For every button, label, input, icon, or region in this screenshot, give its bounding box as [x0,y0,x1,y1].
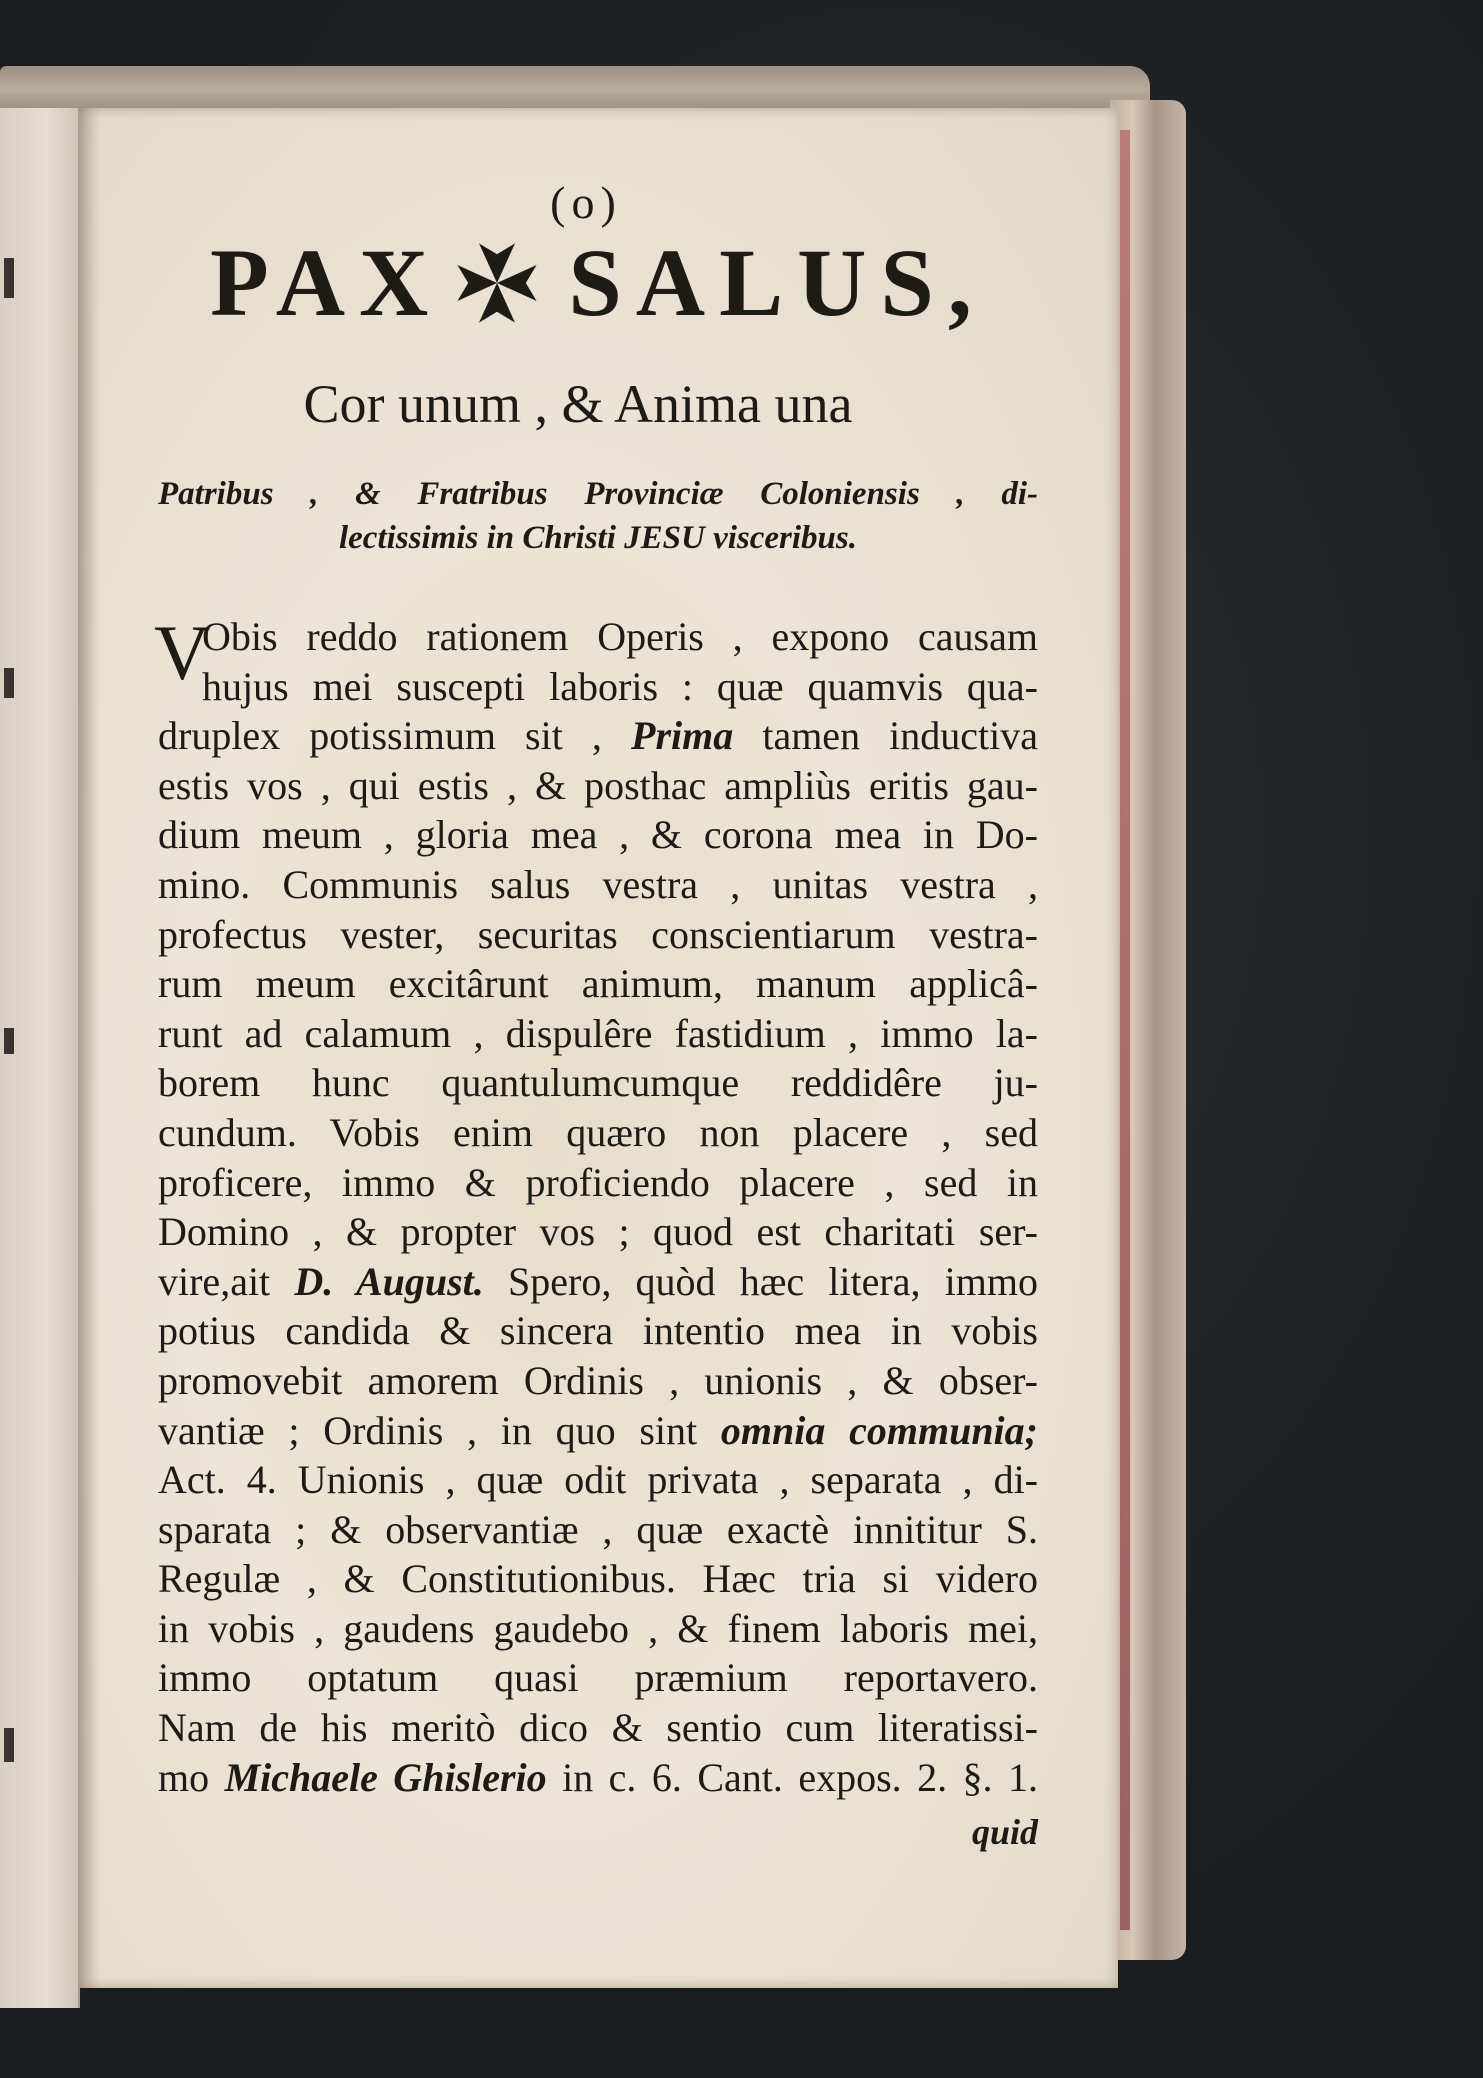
text-line: rum meum excitârunt animum, manum applicâ- [158,961,1038,1007]
italic-segment: omnia communia; [720,1407,1038,1453]
text-line: sparata ; & observantiæ , quæ exactè innititur S. [158,1506,1038,1552]
text-line: borem hunc quantulumcumque reddidêre ju- [158,1060,1038,1106]
italic-segment: Prima [631,713,734,759]
body-text [154,609,1039,1802]
text-segment: vantiæ ; Ordinis , in quo sint [158,1407,721,1453]
text-line: hujus mei suscepti laboris : quæ quamvis qua- [202,663,1038,709]
text-line: Act. 4. Unionis , quæ odit privata , separata , di- [158,1457,1038,1503]
text-line [158,711,1038,761]
text-line [158,1257,1038,1307]
text-segment: Spero, quòd hæc litera, immo [483,1258,1039,1304]
text-line: runt ad calamum , dispulêre fastidium , immo la- [158,1010,1038,1056]
text-line: mino. Communis salus vestra , unitas vestra , [158,861,1038,907]
book-page [78,108,1118,1988]
page-title [158,228,1038,338]
text-line: cundum. Vobis enim quæro non placere , sed [158,1109,1038,1155]
page-content [154,177,1039,1854]
text-line: Domino , & propter vos ; quod est charitati ser- [158,1209,1038,1255]
left-page-text-fragment [4,1028,14,1054]
page-number: (o) [550,177,622,228]
subtitle: Cor unum , & Anima una [303,374,853,434]
text-segment: in c. 6. Cant. expos. 2. §. 1. [546,1754,1038,1800]
text-line: proficere, immo & proficiendo placere , sed in [158,1159,1038,1205]
maltese-cross-icon [452,238,542,328]
text-line: dium meum , gloria mea , & corona mea in Do- [158,812,1038,858]
left-page-text-fragment [4,258,14,298]
left-page-text-fragment [4,668,14,698]
dedication [158,472,1038,560]
page-gutter-shadow [78,108,100,1988]
dedication-line: lectissimis in Christi JESU visceribus. [338,520,857,556]
left-page-margin [0,108,80,2008]
text-line: Nam de his meritò dico & sentio cum literatissi- [158,1705,1038,1751]
text-segment: tamen inductiva [733,713,1038,759]
text-segment: mo [158,1754,225,1800]
title-pax: PAX [210,229,443,336]
catchword: quid [971,1812,1038,1853]
text-segment: Obis reddo rationem Operis , expono causam [202,614,1038,659]
text-line: profectus vester, securitas conscientiarum vestra- [158,911,1038,957]
text-line [158,1406,1038,1456]
text-line: immo optatum quasi præmium reportavero. [158,1655,1038,1701]
text-line: estis vos , qui estis , & posthac ampliùs eritis gau- [158,762,1038,808]
text-line: Regulæ , & Constitutionibus. Hæc tria si videro [158,1556,1038,1602]
text-line: potius candida & sincera intentio mea in vobis [158,1308,1038,1354]
text-segment: druplex potissimum sit , [158,713,632,759]
italic-segment: D. August. [294,1258,484,1304]
text-line: in vobis , gaudens gaudebo , & finem laboris mei, [158,1605,1038,1651]
left-page-text-fragment [4,1728,14,1762]
drop-cap: V [154,609,211,696]
text-line: promovebit amorem Ordinis , unionis , & obser- [158,1357,1038,1403]
book-red-edge [1120,130,1130,1930]
title-salus: SALUS, [568,229,986,336]
italic-segment: Michaele Ghislerio [224,1754,547,1800]
text-segment: vire,ait [158,1258,295,1304]
dedication-line: Patribus , & Fratribus Provinciæ Coloniensis , di- [158,476,1038,512]
text-line [158,1753,1038,1803]
